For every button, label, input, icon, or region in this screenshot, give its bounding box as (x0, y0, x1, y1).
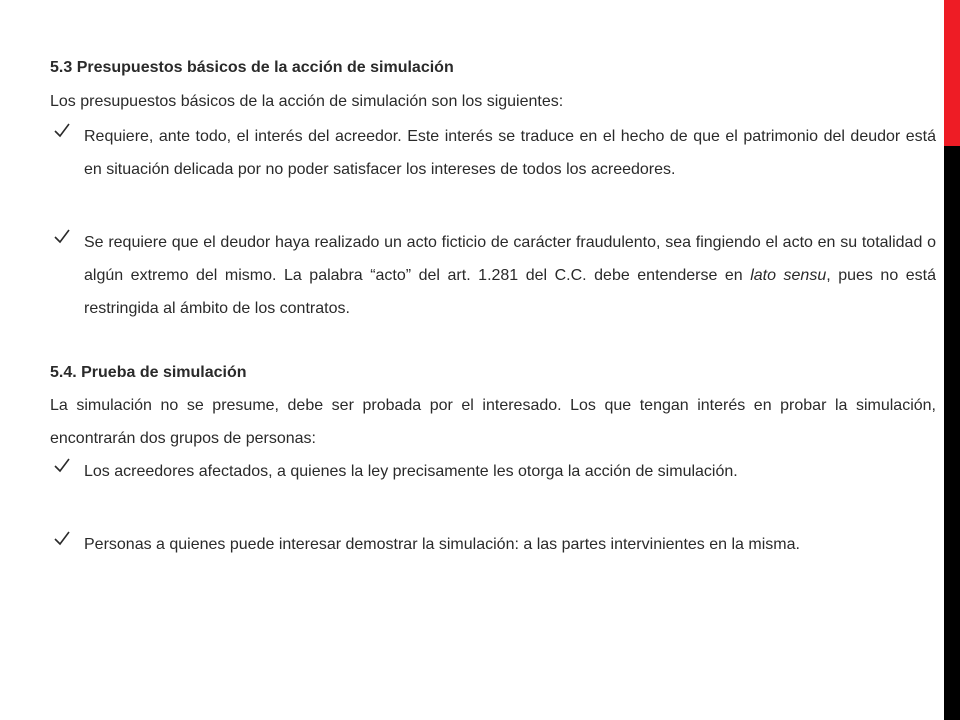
section-intro-5-4: La simulación no se presume, debe ser probada por el interesado. Los que tengan interés en probar la simulación, encontrarán dos grupos de personas: (50, 397, 936, 447)
bullet-text-part: Se requiere que el deudor haya realizado un acto ficticio de carácter fraudulento, sea fingiendo el acto en su totalidad o algún extremo del mismo. La palabra “acto” del art. 1.281 del C.C. debe entenderse en (84, 234, 936, 284)
italic-term: lato sensu (750, 267, 827, 284)
section-heading-5-3: 5.3 Presupuestos básicos de la acción de simulación (50, 59, 454, 76)
bullet-item (50, 120, 936, 186)
bullet-text: Los acreedores afectados, a quienes la ley precisamente les otorga la acción de simulación. (84, 463, 738, 480)
section-intro-5-3: Los presupuestos básicos de la acción de simulación son los siguientes: (50, 93, 564, 110)
bullet-item (50, 226, 936, 325)
check-icon (53, 120, 71, 140)
accent-bar-black (944, 146, 960, 720)
section-heading-5-4: 5.4. Prueba de simulación (50, 364, 247, 381)
check-icon (53, 528, 71, 548)
bullet-text: Requiere, ante todo, el interés del acreedor. Este interés se traduce en el hecho de que el patrimonio del deudor está en situación delicada por no poder satisfacer los intereses de todos los acreedores. (84, 128, 936, 178)
bullet-text: Personas a quienes puede interesar demostrar la simulación: a las partes intervinientes en la misma. (84, 536, 800, 553)
accent-bar-red (944, 0, 960, 146)
check-icon (53, 455, 71, 475)
slide-content (50, 36, 936, 577)
bullet-item (50, 455, 936, 488)
bullet-item (50, 528, 936, 561)
check-icon (53, 226, 71, 246)
bullet-text-part: , pues no está restringida al ámbito de los contratos. (84, 267, 937, 317)
bullet-text (84, 226, 936, 325)
